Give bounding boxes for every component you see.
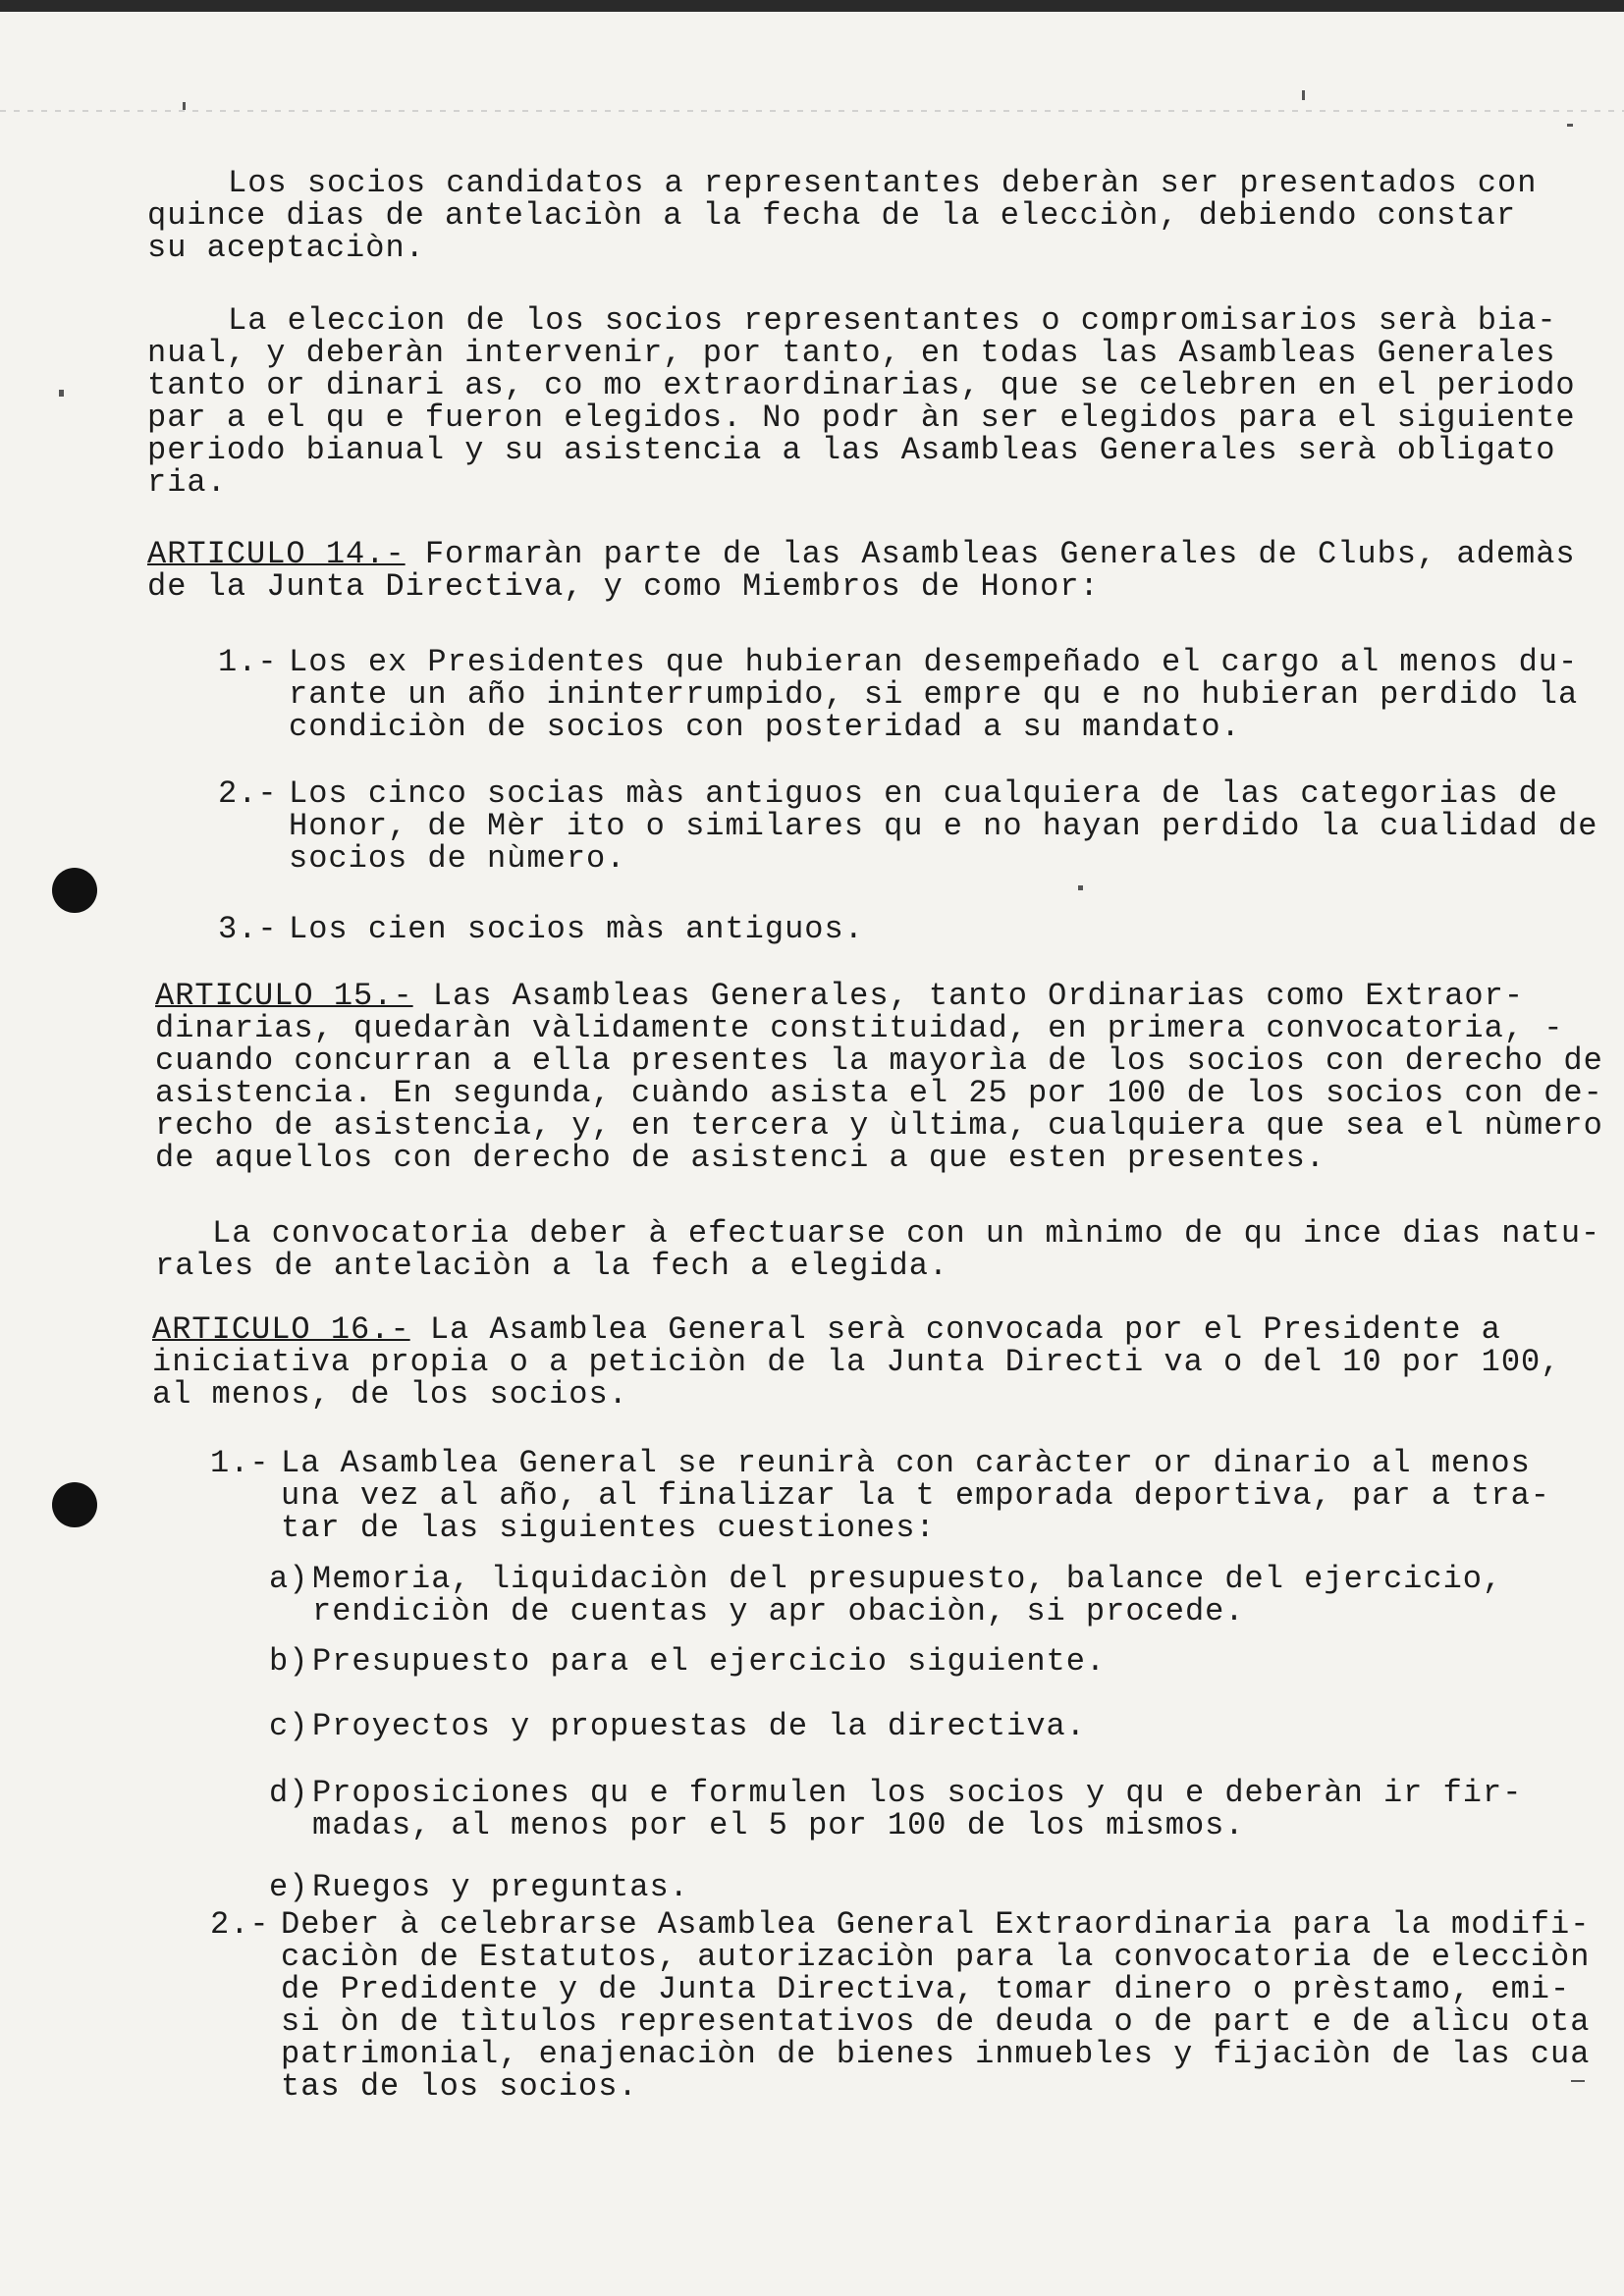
text-line: Proyectos y propuestas de la directiva. — [312, 1708, 1086, 1744]
punch-hole-lower — [52, 1482, 97, 1527]
text-line: ria. — [147, 464, 227, 501]
paragraph-election — [147, 304, 1581, 499]
text-line: Presupuesto para el ejercicio siguiente. — [312, 1643, 1107, 1680]
text-line: si òn de tìtulos representativos de deuda o de part e de alìcu ota — [281, 2003, 1591, 2040]
text-line: cuando concurran a ella presentes la mayorìa de los socios con derecho de — [155, 1042, 1603, 1079]
scan-speck — [1078, 885, 1083, 890]
text-line: patrimonial, enajenaciòn de bienes inmuebles y fijaciòn de las cua — [281, 2036, 1591, 2072]
text-line: Memoria, liquidaciòn del presupuesto, balance del ejercicio, — [312, 1561, 1503, 1597]
item-number: 1.- — [210, 1445, 270, 1481]
text-line: caciòn de Estatutos, autorizaciòn para la convocatoria de elecciòn — [281, 1939, 1591, 1975]
subitem-c — [210, 1710, 1624, 1742]
article-16-item-1 — [210, 1447, 1624, 1544]
article-14-heading: ARTICULO 14.- — [147, 536, 406, 572]
text-line: Formaràn parte de las Asambleas Generales de Clubs, ademàs — [405, 536, 1576, 572]
text-line: de Predidente y de Junta Directiva, tomar dinero o prèstamo, emi- — [281, 1971, 1571, 2007]
subitem-d — [210, 1777, 1624, 1842]
text-line: rante un año ininterrumpido, si empre qu e no hubieran perdido la — [289, 676, 1579, 713]
scan-speck — [59, 390, 64, 397]
text-line: asistencia. En segunda, cuàndo asista el 25 por 100 de los socios con de- — [155, 1075, 1603, 1111]
article-15-heading: ARTICULO 15.- — [155, 978, 413, 1014]
text-line: La eleccion de los socios representantes o compromisarios serà bia- — [228, 302, 1557, 339]
text-line: La Asamblea General se reunirà con caràcter or dinario al menos — [281, 1445, 1531, 1481]
article-14-item-3 — [218, 913, 1624, 945]
text-line: recho de asistencia, y, en tercera y ùltima, cualquiera que sea el nùmero — [155, 1107, 1603, 1144]
typewritten-page — [0, 12, 1624, 2296]
text-line: Deber à celebrarse Asamblea General Extraordinaria para la modifi- — [281, 1906, 1591, 1943]
text-line: de la Junta Directiva, y como Miembros de Honor: — [147, 568, 1100, 605]
scan-top-edge — [0, 0, 1624, 12]
subitem-b — [210, 1645, 1624, 1678]
item-number: 2.- — [210, 1906, 270, 1943]
item-number: 2.- — [218, 775, 278, 812]
item-number: 3.- — [218, 911, 278, 947]
text-line: Honor, de Mèr ito o similares qu e no hayan perdido la cualidad de — [289, 808, 1598, 844]
text-line: tas de los socios. — [281, 2068, 638, 2105]
text-line: Los cinco socias màs antiguos en cualquiera de las categorias de — [289, 775, 1558, 812]
article-15-convocation — [155, 1215, 1601, 1284]
article-15 — [155, 978, 1603, 1176]
text-line: rales de antelaciòn a la fech a elegida. — [155, 1248, 949, 1284]
text-line: Los ex Presidentes que hubieran desempeñado el cargo al menos du- — [289, 644, 1579, 680]
article-16 — [152, 1313, 1586, 1411]
text-line: tanto or dinari as, co mo extraordinarias, que se celebren en el periodo — [147, 367, 1576, 403]
text-line: Ruegos y preguntas. — [312, 1869, 689, 1905]
text-line: Proposiciones qu e formulen los socios y qu e deberàn ir fir- — [312, 1775, 1523, 1811]
subitem-letter: a) — [269, 1561, 309, 1597]
subitem-letter: e) — [269, 1869, 309, 1905]
subitem-letter: d) — [269, 1775, 309, 1811]
text-line: de aquellos con derecho de asistenci a que esten presentes. — [155, 1140, 1326, 1176]
text-line: quince dias de antelaciòn a la fecha de la elecciòn, debiendo constar — [147, 197, 1517, 234]
article-14-item-1 — [218, 646, 1624, 743]
text-line: su aceptaciòn. — [147, 230, 425, 266]
text-line: rendiciòn de cuentas y apr obaciòn, si procede. — [312, 1593, 1245, 1629]
text-line: iniciativa propia o a peticiòn de la Junta Directi va o del 10 por 100, — [152, 1344, 1561, 1380]
text-line: nual, y deberàn intervenir, por tanto, en todas las Asambleas Generales — [147, 335, 1556, 371]
subitem-a — [210, 1563, 1624, 1628]
article-16-item-2 — [210, 1908, 1624, 2103]
scan-speck — [183, 102, 186, 110]
subitem-e — [210, 1871, 1624, 1903]
subitem-letter: b) — [269, 1643, 309, 1680]
text-line: madas, al menos por el 5 por 100 de los mismos. — [312, 1807, 1245, 1843]
scan-speck — [1302, 90, 1305, 100]
text-line: tar de las siguientes cuestiones: — [281, 1510, 936, 1546]
paragraph-candidates — [147, 167, 1581, 264]
subitem-letter: c) — [269, 1708, 309, 1744]
text-line: La Asamblea General serà convocada por el Presidente a — [409, 1311, 1501, 1348]
text-line: par a el qu e fueron elegidos. No podr àn ser elegidos para el siguiente — [147, 400, 1576, 436]
scan-speck — [1567, 124, 1573, 127]
article-14 — [147, 538, 1581, 603]
text-line: al menos, de los socios. — [152, 1376, 628, 1413]
article-16-heading: ARTICULO 16.- — [152, 1311, 410, 1348]
punch-hole-upper — [52, 868, 97, 913]
text-line: una vez al año, al finalizar la t emporada deportiva, par a tra- — [281, 1477, 1550, 1514]
text-line: dinarias, quedaràn vàlidamente constituidad, en primera convocatoria, - — [155, 1010, 1564, 1046]
text-line: Los socios candidatos a representantes deberàn ser presentados con — [228, 165, 1538, 201]
text-line: condiciòn de socios con posteridad a su mandato. — [289, 709, 1241, 745]
item-number: 1.- — [218, 644, 278, 680]
top-fold-line — [0, 110, 1624, 112]
text-line: La convocatoria deber à efectuarse con un mìnimo de qu ince dias natu- — [212, 1215, 1601, 1252]
article-14-item-2 — [218, 777, 1624, 875]
text-line: Las Asambleas Generales, tanto Ordinarias como Extraor- — [412, 978, 1525, 1014]
text-line: socios de nùmero. — [289, 840, 626, 877]
text-line: periodo bianual y su asistencia a las Asambleas Generales serà obligato — [147, 432, 1556, 468]
text-line: Los cien socios màs antiguos. — [289, 911, 864, 947]
